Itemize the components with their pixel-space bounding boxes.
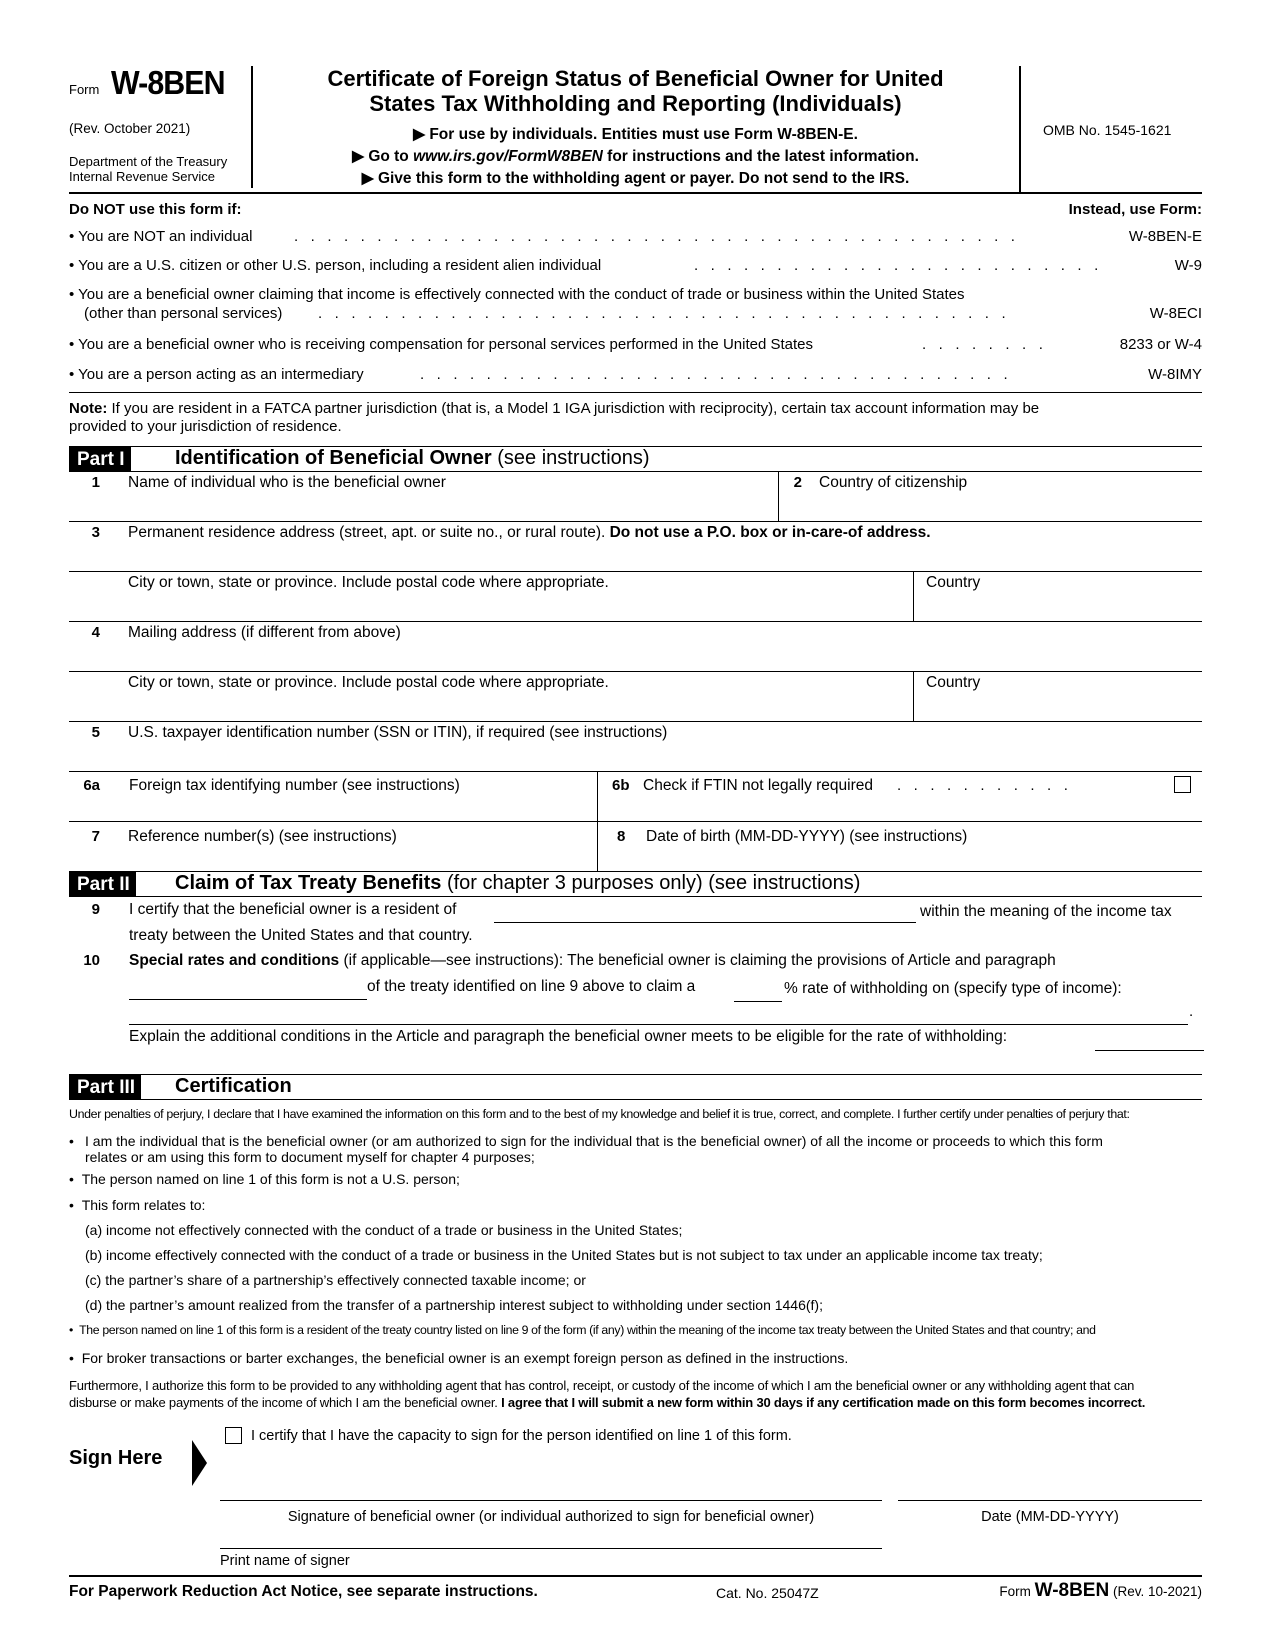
form-prefix: Form	[69, 82, 100, 97]
bullet-icon: •	[69, 1323, 73, 1337]
reference-number-label: Reference number(s) (see instructions)	[128, 828, 397, 845]
print-name-input[interactable]	[220, 1524, 884, 1548]
part-rule-bottom	[69, 896, 1202, 897]
cert-bullet: • I am the individual that is the beneficial owner (or am authorized to sign for the individual that is the beneficial owner) of all the income or proceeds to which this form relates or am using this form to document myself for chapter 4 purposes;	[69, 1133, 1103, 1165]
additional-conditions-input[interactable]	[1095, 1026, 1204, 1051]
authorization-text: Furthermore, I authorize this form to be provided to any withholding agent that has control, receipt, or custody of the income of which I am the beneficial owner or any withholding agent that can disburse or make payments of the income of which I am the beneficial owner. I agree that I will submit a new form within 30 days if any certification made on this form becomes incorrect.	[69, 1378, 1146, 1410]
leader-dots: . . . . . . . . . . . . . . . . . . . . . . . . . . . . . . . . . . . .	[420, 366, 1008, 383]
part-3-label: Part III	[69, 1075, 141, 1100]
perjury-intro: Under penalties of perjury, I declare that I have examined the information on this form and to the best of my knowledge and belief it is true, correct, and complete. I further certify under penalties of perjury that:	[69, 1107, 1130, 1121]
paperwork-notice: For Paperwork Reduction Act Notice, see separate instructions.	[69, 1583, 538, 1600]
part-2-title: Claim of Tax Treaty Benefits (for chapter 3 purposes only) (see instructions)	[175, 872, 861, 894]
mailing-city-input[interactable]	[128, 695, 902, 719]
line-number: 10	[83, 952, 100, 969]
beneficial-owner-name-input[interactable]	[128, 495, 772, 519]
dnu-row-text: • You are NOT an individual	[69, 228, 253, 245]
leader-dots: . . . . . . . . . . . . . . . . . . . . . . . . . . . . . . . . . . . . . . . . . .	[318, 305, 1006, 322]
us-tin-label: U.S. taxpayer identification number (SSN or ITIN), if required (see instructions)	[128, 724, 668, 741]
print-name-line	[220, 1548, 882, 1549]
header-bottom-rule	[69, 192, 1202, 194]
footer-rule	[69, 1575, 1202, 1577]
irs-link[interactable]: www.irs.gov/FormW8BEN	[413, 148, 603, 165]
income-type-input[interactable]	[129, 1000, 1188, 1025]
income-type-period: .	[1189, 1003, 1194, 1020]
special-rates-label: Special rates and conditions (if applicable—see instructions): The beneficial owner is claiming the provisions of Article and paragraph	[129, 952, 1056, 969]
form-name: W-8BEN	[111, 64, 225, 101]
ftin-not-required-checkbox[interactable]	[1174, 776, 1191, 793]
dnu-row-form: W-8IMY	[1144, 366, 1202, 383]
capacity-label: I certify that I have the capacity to sign for the person identified on line 1 of this form.	[251, 1428, 792, 1444]
mailing-address-label: Mailing address (if different from above)	[128, 624, 401, 641]
cert-bullet: • For broker transactions or barter exchanges, the beneficial owner is an exempt foreign person as defined in the instructions.	[69, 1350, 849, 1366]
cert-bullet: • The person named on line 1 of this form is a resident of the treaty country listed on line 9 of the form (if any) within the meaning of the income tax treaty between the United States and that country; and	[69, 1323, 1096, 1337]
ftin-not-required-label: Check if FTIN not legally required	[643, 777, 874, 794]
omb-number: OMB No. 1545-1621	[1043, 122, 1172, 138]
mailing-country-input[interactable]	[926, 695, 1200, 719]
dnu-row-form: W-8BEN-E	[1125, 228, 1202, 245]
treaty-country-text: treaty between the United States and that country.	[129, 927, 473, 944]
footer-form-id: Form W-8BEN (Rev. 10-2021)	[999, 1580, 1202, 1601]
field-rule	[69, 571, 1202, 572]
mailing-address-input[interactable]	[128, 645, 1192, 669]
cert-subitem: (c) the partner’s share of a partnership’s effectively connected taxable income; or	[85, 1272, 586, 1288]
additional-conditions-label: Explain the additional conditions in the Article and paragraph the beneficial owner meets to be eligible for the rate of withholding:	[129, 1028, 1008, 1045]
sign-date-input[interactable]	[898, 1477, 1202, 1501]
revision-date: (Rev. October 2021)	[69, 121, 191, 136]
leader-dots: . . . . . . . . . . . . . . . . . . . . . . . . .	[694, 257, 1099, 274]
leader-dots: . . . . . . . . . . .	[897, 777, 1068, 794]
line-number: 5	[91, 724, 100, 741]
line-number: 7	[91, 828, 100, 845]
country-citizenship-input[interactable]	[819, 495, 1203, 519]
field-rule	[69, 721, 1202, 722]
mailing-city-label: City or town, state or province. Include postal code where appropriate.	[128, 674, 609, 691]
header-divider-right	[1019, 66, 1021, 192]
city-input[interactable]	[128, 595, 902, 619]
line-number: 4	[91, 624, 100, 641]
withholding-rate-input[interactable]	[734, 977, 782, 1002]
signature-label: Signature of beneficial owner (or individual authorized to sign for beneficial owner)	[287, 1509, 815, 1525]
dnu-row-form: W-9	[1171, 257, 1202, 274]
do-not-use-heading: Do NOT use this form if:	[69, 201, 242, 218]
part-2-label: Part II	[69, 872, 136, 897]
print-name-label: Print name of signer	[220, 1553, 350, 1569]
reference-number-input[interactable]	[128, 846, 592, 870]
part-1-label: Part I	[69, 447, 131, 472]
dnu-row-text-2: (other than personal services)	[84, 305, 283, 322]
country-label: Country	[926, 574, 981, 591]
arrow-icon: ▶	[413, 126, 425, 143]
section-rule	[69, 392, 1202, 393]
dnu-row-form: 8233 or W-4	[1116, 336, 1202, 353]
dnu-row-text: • You are a person acting as an intermediary	[69, 366, 364, 383]
date-of-birth-label: Date of birth (MM-DD-YYYY) (see instructions)	[646, 828, 968, 845]
part-3-title: Certification	[175, 1075, 292, 1097]
leader-dots: . . . . . . . . . . . . . . . . . . . . . . . . . . . . . . . . . . . . . . . . . . . .	[294, 228, 1015, 245]
arrow-icon: ▶	[361, 170, 374, 187]
line-number: 2	[793, 474, 802, 491]
field-rule	[69, 621, 1202, 622]
dnu-row-text: • You are a beneficial owner who is receiving compensation for personal services performed in the United States	[69, 336, 813, 353]
bullet-icon: •	[69, 1133, 74, 1149]
field-rule	[69, 521, 1202, 522]
foreign-tin-input[interactable]	[129, 797, 593, 821]
date-of-birth-input[interactable]	[646, 846, 1190, 870]
us-tin-input[interactable]	[128, 745, 1192, 769]
fatca-note: Note: If you are resident in a FATCA partner jurisdiction (that is, a Model 1 IGA jurisdiction with reciprocity), certain tax account information may be provided to your jurisdiction of residence.	[69, 400, 1040, 435]
field-divider	[913, 671, 914, 721]
field-rule	[69, 671, 1202, 672]
capacity-checkbox[interactable]	[225, 1427, 242, 1444]
line-number: 8	[617, 828, 626, 845]
signature-field[interactable]	[220, 1478, 882, 1498]
country-citizenship-label: Country of citizenship	[819, 474, 968, 491]
country-input[interactable]	[926, 595, 1200, 619]
line-number: 1	[91, 474, 100, 491]
department	[69, 154, 227, 184]
foreign-tin-label: Foreign tax identifying number (see instructions)	[129, 777, 460, 794]
sign-arrow-icon	[192, 1440, 207, 1486]
part-rule-bottom	[69, 471, 1202, 472]
treaty-claim-label: of the treaty identified on line 9 above to claim a	[367, 978, 696, 995]
title-line-1: Certificate of Foreign Status of Beneficial Owner for United	[327, 66, 944, 91]
part-rule-bottom	[69, 1099, 1202, 1100]
form-title	[252, 66, 1019, 116]
mailing-country-label: Country	[926, 674, 981, 691]
dnu-row-text: • You are a U.S. citizen or other U.S. person, including a resident alien individual	[69, 257, 602, 274]
part-1-title: Identification of Beneficial Owner (see instructions)	[175, 447, 650, 469]
cert-subitem: (a) income not effectively connected with the conduct of a trade or business in the United States;	[85, 1222, 683, 1238]
leader-dots: . . . . . . . .	[922, 336, 1043, 353]
date-label: Date (MM-DD-YYYY)	[981, 1509, 1119, 1525]
cert-subitem: (b) income effectively connected with the conduct of a trade or business in the United States but is not subject to tax under an applicable income tax treaty;	[85, 1247, 1043, 1263]
date-line	[898, 1500, 1202, 1501]
line-number: 3	[91, 524, 100, 541]
subtitle-line-1: ▶ For use by individuals. Entities must use Form W-8BEN-E.	[413, 126, 858, 143]
line-number: 9	[91, 901, 100, 918]
subtitle-line-3: ▶ Give this form to the withholding agent or payer. Do not send to the IRS.	[361, 170, 910, 187]
treaty-meaning-label: within the meaning of the income tax	[920, 903, 1172, 920]
catalog-number: Cat. No. 25047Z	[716, 1585, 819, 1601]
field-divider	[913, 571, 914, 621]
line-number: 6b	[612, 777, 630, 794]
dnu-row-form: W-8ECI	[1146, 305, 1202, 322]
permanent-address-label: Permanent residence address (street, apt. or suite no., or rural route). Do not use a P.O. box or in-care-of address.	[128, 524, 931, 541]
cert-subitem: (d) the partner’s amount realized from the transfer of a partnership interest subject to withholding under section 1446(f);	[85, 1297, 823, 1313]
bullet-icon: •	[69, 1171, 74, 1187]
line-number: 6a	[83, 777, 100, 794]
signature-line	[220, 1500, 882, 1501]
form-subtitle	[252, 124, 1019, 190]
beneficial-owner-name-label: Name of individual who is the beneficial owner	[128, 474, 446, 491]
title-line-2: States Tax Withholding and Reporting (Individuals)	[369, 91, 902, 116]
bullet-icon: •	[69, 1350, 74, 1366]
treaty-country-input[interactable]	[494, 898, 916, 923]
sign-here-label: Sign Here	[69, 1447, 163, 1469]
dept-line-1: Department of the Treasury	[69, 154, 228, 169]
cert-bullet: • The person named on line 1 of this form is not a U.S. person;	[69, 1171, 460, 1187]
treaty-resident-label: I certify that the beneficial owner is a resident of	[129, 901, 457, 918]
subtitle-line-2: ▶ Go to www.irs.gov/FormW8BEN for instructions and the latest information.	[352, 148, 919, 165]
field-rule	[69, 821, 1202, 822]
bullet-icon: •	[69, 1197, 74, 1213]
field-rule	[69, 771, 1202, 772]
cert-bullet: • This form relates to:	[69, 1197, 206, 1213]
dept-line-2: Internal Revenue Service	[69, 169, 215, 184]
withholding-rate-label: % rate of withholding on (specify type of income):	[784, 980, 1122, 997]
dnu-row-text: • You are a beneficial owner claiming that income is effectively connected with the conduct of trade or business within the United States	[69, 286, 965, 303]
arrow-icon: ▶	[352, 148, 364, 165]
city-label: City or town, state or province. Include postal code where appropriate.	[128, 574, 609, 591]
permanent-address-input[interactable]	[128, 545, 1192, 569]
article-paragraph-input[interactable]	[129, 975, 367, 1000]
instead-heading: Instead, use Form:	[1068, 201, 1202, 218]
